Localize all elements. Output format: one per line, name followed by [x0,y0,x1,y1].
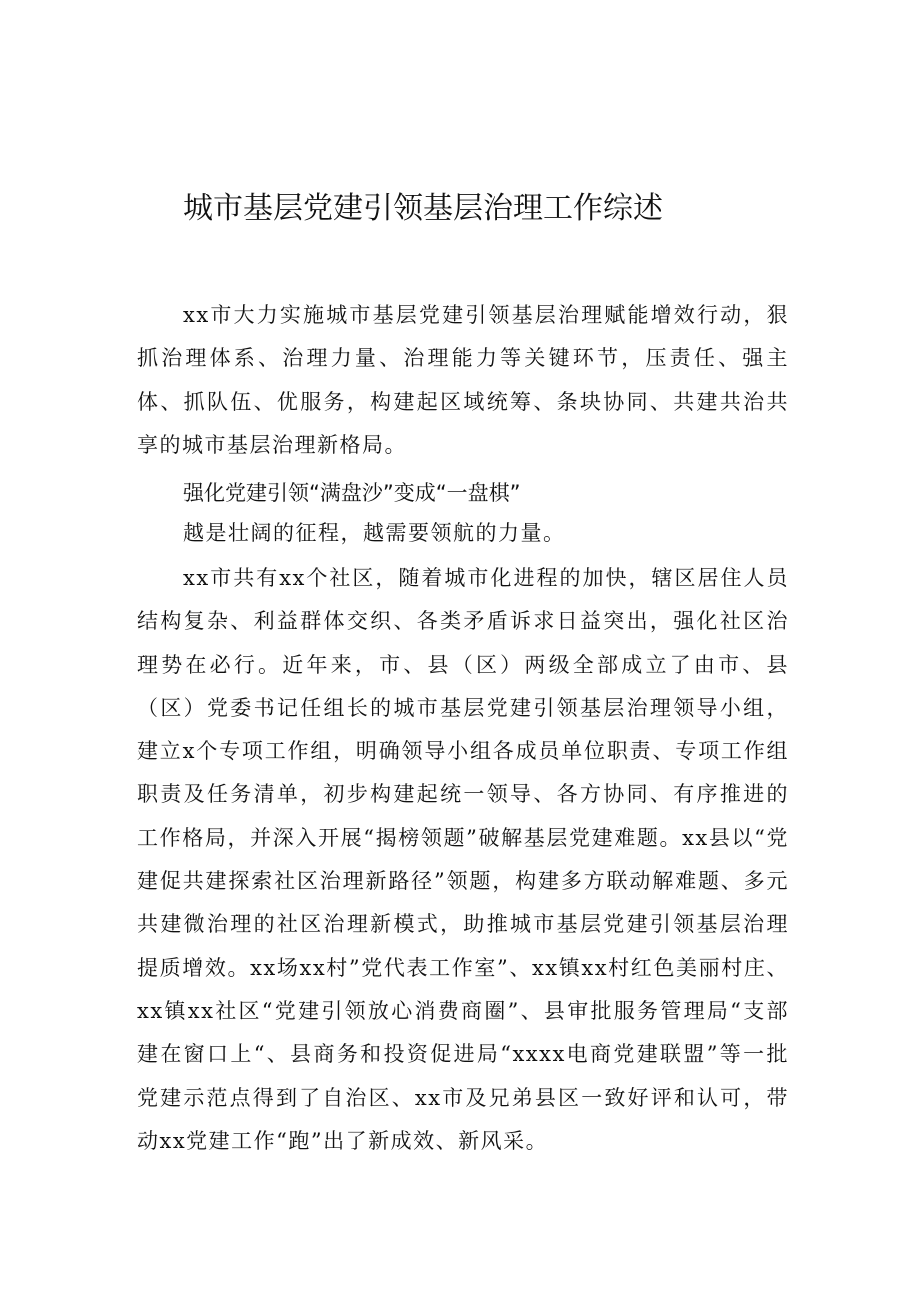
section-body-paragraph: xx市共有xx个社区，随着城市化进程的加快，辖区居住人员结构复杂、利益群体交织、各类矛盾诉求日益突出，强化社区治理势在必行。近年来，市、县（区）两级全部成立了由市、县（区）党委书记任组长的城市基层党建引领基层治理领导小组，建立x个专项工作组，明确领导小组各成员单位职责、专项工作组职责及任务清单，初步构建起统一领导、各方协同、有序推进的工作格局，并深入开展“揭榜领题”破解基层党建难题。xx县以“党建促共建探索社区治理新路径”领题，构建多方联动解难题、多元共建微治理的社区治理新模式，助推城市基层党建引领基层治理提质增效。xx场xx村”党代表工作室”、xx镇xx村红色美丽村庄、xx镇xx社区“党建引领放心消费商圈”、县审批服务管理局“支部建在窗口上“、县商务和投资促进局“xxxx电商党建联盟”等一批党建示范点得到了自治区、xx市及兄弟县区一致好评和认可，带动xx党建工作“跑”出了新成效、新风采。 [137,566,789,1153]
section-heading: 强化党建引领“满盘沙”变成“一盘棋” [183,481,521,505]
intro-paragraph: xx市大力实施城市基层党建引领基层治理赋能增效行动，狠抓治理体系、治理力量、治理能力等关键环节，压责任、强主体、抓队伍、优服务，构建起区域统筹、条块协同、共建共治共享的城市基层治理新格局。 [137,303,789,457]
document-title: 城市基层党建引领基层治理工作综述 [183,191,663,226]
section-lead-paragraph: 越是壮阔的征程，越需要领航的力量。 [183,521,566,545]
